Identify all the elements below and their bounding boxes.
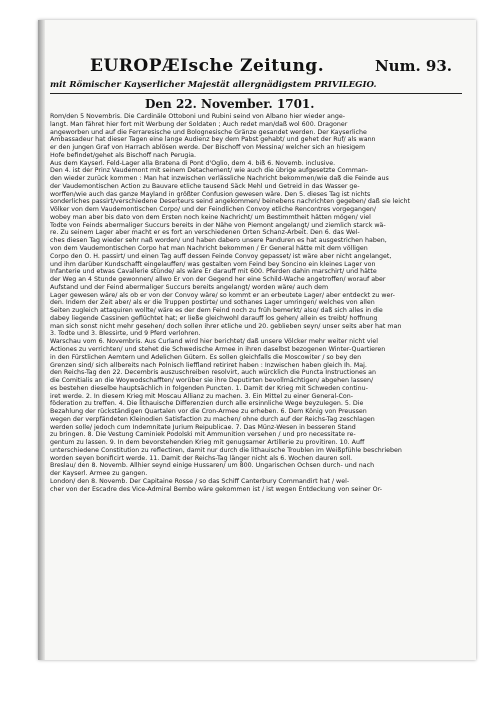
body-text-line: Völker von dem Vaudemontischen Corpo/ und der Feindlichen Convoy etliche Rencontres vorgegangen/ [50,206,376,214]
header-rule [50,93,462,94]
body-text-line: angeworben und auf die Ferraresische und Bolognesische Gränze gesandet werden. Der Kayserliche [50,128,367,136]
body-text-line: wobey man aber bis dato von dem Ersten noch keine Nachricht/ um Bestimmtheit hätten mögen/ viel [50,213,371,221]
body-text-line: den wieder zurück kommen : Man hat inzwischen verlässliche Nachricht bekommen/wie daß die Feinde aus [50,175,389,183]
body-text-line: Rom/den 5 Novembris. Die Cardinäle Ottoboni und Rubini seind von Albano hier wieder ange- [50,113,345,120]
body-text-line: er den jungen Graf von Harrach ablösen werde. Der Bischoff von Messina/ welcher sich an hiesigem [50,144,366,152]
body-text-line: Lager gewesen wäre/ als ob er von der Convoy wäre/ so kommt er an erbeutete Lager/ aber entdeckt zu wer- [50,291,395,299]
body-text-line: Breslau/ den 8. Novemb. Allhier seynd einige Hussaren/ um 800. Ungarischen Ochsen durch- und nach [50,462,375,470]
issue-number: Num. 93. [374,57,452,75]
body-text-line: Warschau vom 6. Novembris. Aus Curland wird hier berichtet/ daß unsere Völcker mehr weiter nicht viel [50,338,378,346]
page-spine-shadow [38,20,45,660]
body-text-line: den Reichs-Tag den 22. Decembris auszuschreiben resolvirt, auch würcklich die Puncta Instructiones an [50,369,376,377]
body-text-line: werden solle/ jedoch cum Indemnitate Jurium Reipublicae. 7. Das Münz-Wesen in besseren Stand [50,423,356,431]
body-text-line: Den 4. ist der Prinz Vaudemont mit seinem Detachement/ wie auch die übrige aufgesetzte Comman- [50,167,368,175]
body-text-line: der Weg an 4 Stunde gewonnen/ allwo Er von der Gegend her eine Schild-Wache angetroffen/ worauf aber [50,276,386,284]
body-text-line: sonderliches passirt/verschiedene Deserteurs seind angekommen/ beinebens nachrichten gegeben/ daß sie leicht [50,198,410,206]
body-text-line: 3. Todte und 3. Blessirte, und 9 Pferd verlohren. [50,330,201,338]
article-body [50,113,466,494]
body-text-line: unterschiedene Constitution zu reflectiren, damit nur durch die lithauische Troublen im Weißpfühle beschrieben [50,446,402,454]
body-text-line: worffen/wie auch das ganze Mayland in größter Confusion gewesen wäre. Den 5. dieses Tag ist nichts [50,190,371,198]
body-text-line: London/ den 8. Novemb. Der Capitaine Rosse / so das Schiff Canterbury Commandirt hat / wel- [50,477,350,485]
body-text-line: man sich sonst nicht mehr gesehen/ doch sollen ihrer etliche und 20. geblieben seyn/ unser seits aber hat man [50,322,402,330]
body-text-line: langt. Man fähret hier fort mit Werbung der Soldaten ; Auch redet man/daß wol 600. Dragoner [50,120,348,128]
body-text-line: von dem Vaudemontischen Corpo hat man Nachricht bekommen / Er General hätte mit dem völligen [50,245,368,253]
body-text-line: re. Zu seinem Lager aber macht er es fort an verschiedenen Orten Schanz-Arbeit. Den 6. das Wel- [50,229,360,237]
body-text-line: Bezahlung der rückständigen Quartalen vor die Cron-Armee zu erheben. 6. Dem König von Preussen [50,408,367,416]
body-text-line: Actiones zu verrichten/ und stehet die Schwedische Armee in ihren daselbst bezogenen Winter-Quartieren [50,345,386,353]
body-text-line: Ambassadeur hat dieser Tagen eine lange Audienz bey dem Pabst gehabt/ und gehet der Ruf/ als wann [50,136,376,144]
body-text-line: Todte von Feinds abermaliger Succurs bereits in der Nähe von Piemont angelangt/ und ziemlich starck wä- [50,221,386,229]
body-text-line: wegen der verpfändeten Kleinodien Satisfaction zu machen/ ohne durch auf der Reichs-Tag zeschlagen [50,415,375,423]
masthead [52,56,462,78]
body-text-line: der Kayserl. Armee zu gangen. [50,470,148,478]
newspaper-title: EUROPÆIsche Zeitung. [90,56,325,76]
body-text-line: Aus dem Kayserl. Feld-Lager alla Bratena di Pont d'Oglio, dem 4. biß 6. Novemb. inclusive. [50,159,336,167]
body-text-line: worden seyen bonificirt werde. 11. Damit der Reichs-Tag länger nicht als 6. Wochen dauren soll. [50,454,353,462]
body-text-line: föderation zu treffen. 4. Die lithauische Differenzien durch alle ersinnliche Wege beyzulegen. 5. Die [50,400,364,408]
body-text-line: der Vaudemontischen Action zu Bauvare etliche tausend Säck Mehl und Getreid in das Wasser ge- [50,182,360,190]
body-text-line: gentum zu lassen. 9. In dem bevorstehenden Krieg mit genugsamer Artillerie zu provitiren. 10. Auff [50,439,365,447]
body-text-line: in den Fürstlichen Aemtern und Adelichen Gütern. Es sollen gleichfalls die Moscowiter / so bey den [50,353,362,361]
body-text-line: Grenzen sind/ sich allbereits nach Polnisch lieffland retiriret haben : Inzwischen haben gleich Ih. Maj. [50,361,367,369]
body-text-line: Infanterie und etwas Cavallerie stünde/ als wäre Er darauff mit 600. Pferden dahin marschirt/ und hätte [50,268,377,276]
body-text-line: Seiten zugleich attaquiren wollte/ wäre es der dem Feind noch zu früh bemerkt/ also/ daß sich alles in die [50,307,383,315]
body-text-line: Aufstand und der Feind abermaliger Succurs bereits angelangt/ worden wäre/ auch dem [50,283,329,291]
body-text-line: dabey liegende Cassinen geflüchtet hat; er ließe gleichwohl darauff los gehen/ allein es treibt/ hoffnung [50,314,378,322]
body-text-line: es bestehen dieselbe hauptsächlich in folgenden Puncten. 1. Damit der Krieg mit Schweden continu- [50,384,368,392]
body-text-line: zu bringen. 8. Die Vestung Caminiek Podolski mit Ammunition versehen / und pro necessitate re- [50,431,356,439]
body-text-line: Hofe befindet/gehet als Bischoff nach Perugia. [50,151,196,159]
body-text-line: und ihm darüber Kundschafft eingelauffen/ was gestalten vom Feind bey Soncino ein kleines Lager von [50,260,376,268]
body-text-line: cher von der Escadre des Vice-Admiral Bembo wäre gekommen ist / ist wegen Entdeckung von seiner Or- [50,485,383,493]
body-text-line: den. Indem der Zeit aber/ als er die Truppen postirte/ und sothanes Lager umringen/ welches von allen [50,299,375,307]
issue-date: Den 22. November. 1701. [145,97,315,111]
body-text-line: die Comitialis an die Woywodschafften/ worüber sie ihre Deputirten bevollmächtigen/ abgehen lassen/ [50,377,374,385]
body-text-line: Corpo den O. H. passirt/ und einen Tag auff dessen Feinde Convoy gepasset/ ist wäre aber nicht angelanget, [50,252,392,260]
privilege-line: mit Römischer Kayserlicher Majestät allergnädigstem PRIVILEGIO. [50,80,377,90]
body-text-line: ches diesen Tag wieder sehr naß worden/ und haben dabero unsere Panduren es hat ausgestrichen haben, [50,237,387,245]
body-text-line: iret werde. 2. In diesem Krieg mit Moscau Allianz zu machen. 3. Ein Mittel zu einer General-Con- [50,392,354,400]
